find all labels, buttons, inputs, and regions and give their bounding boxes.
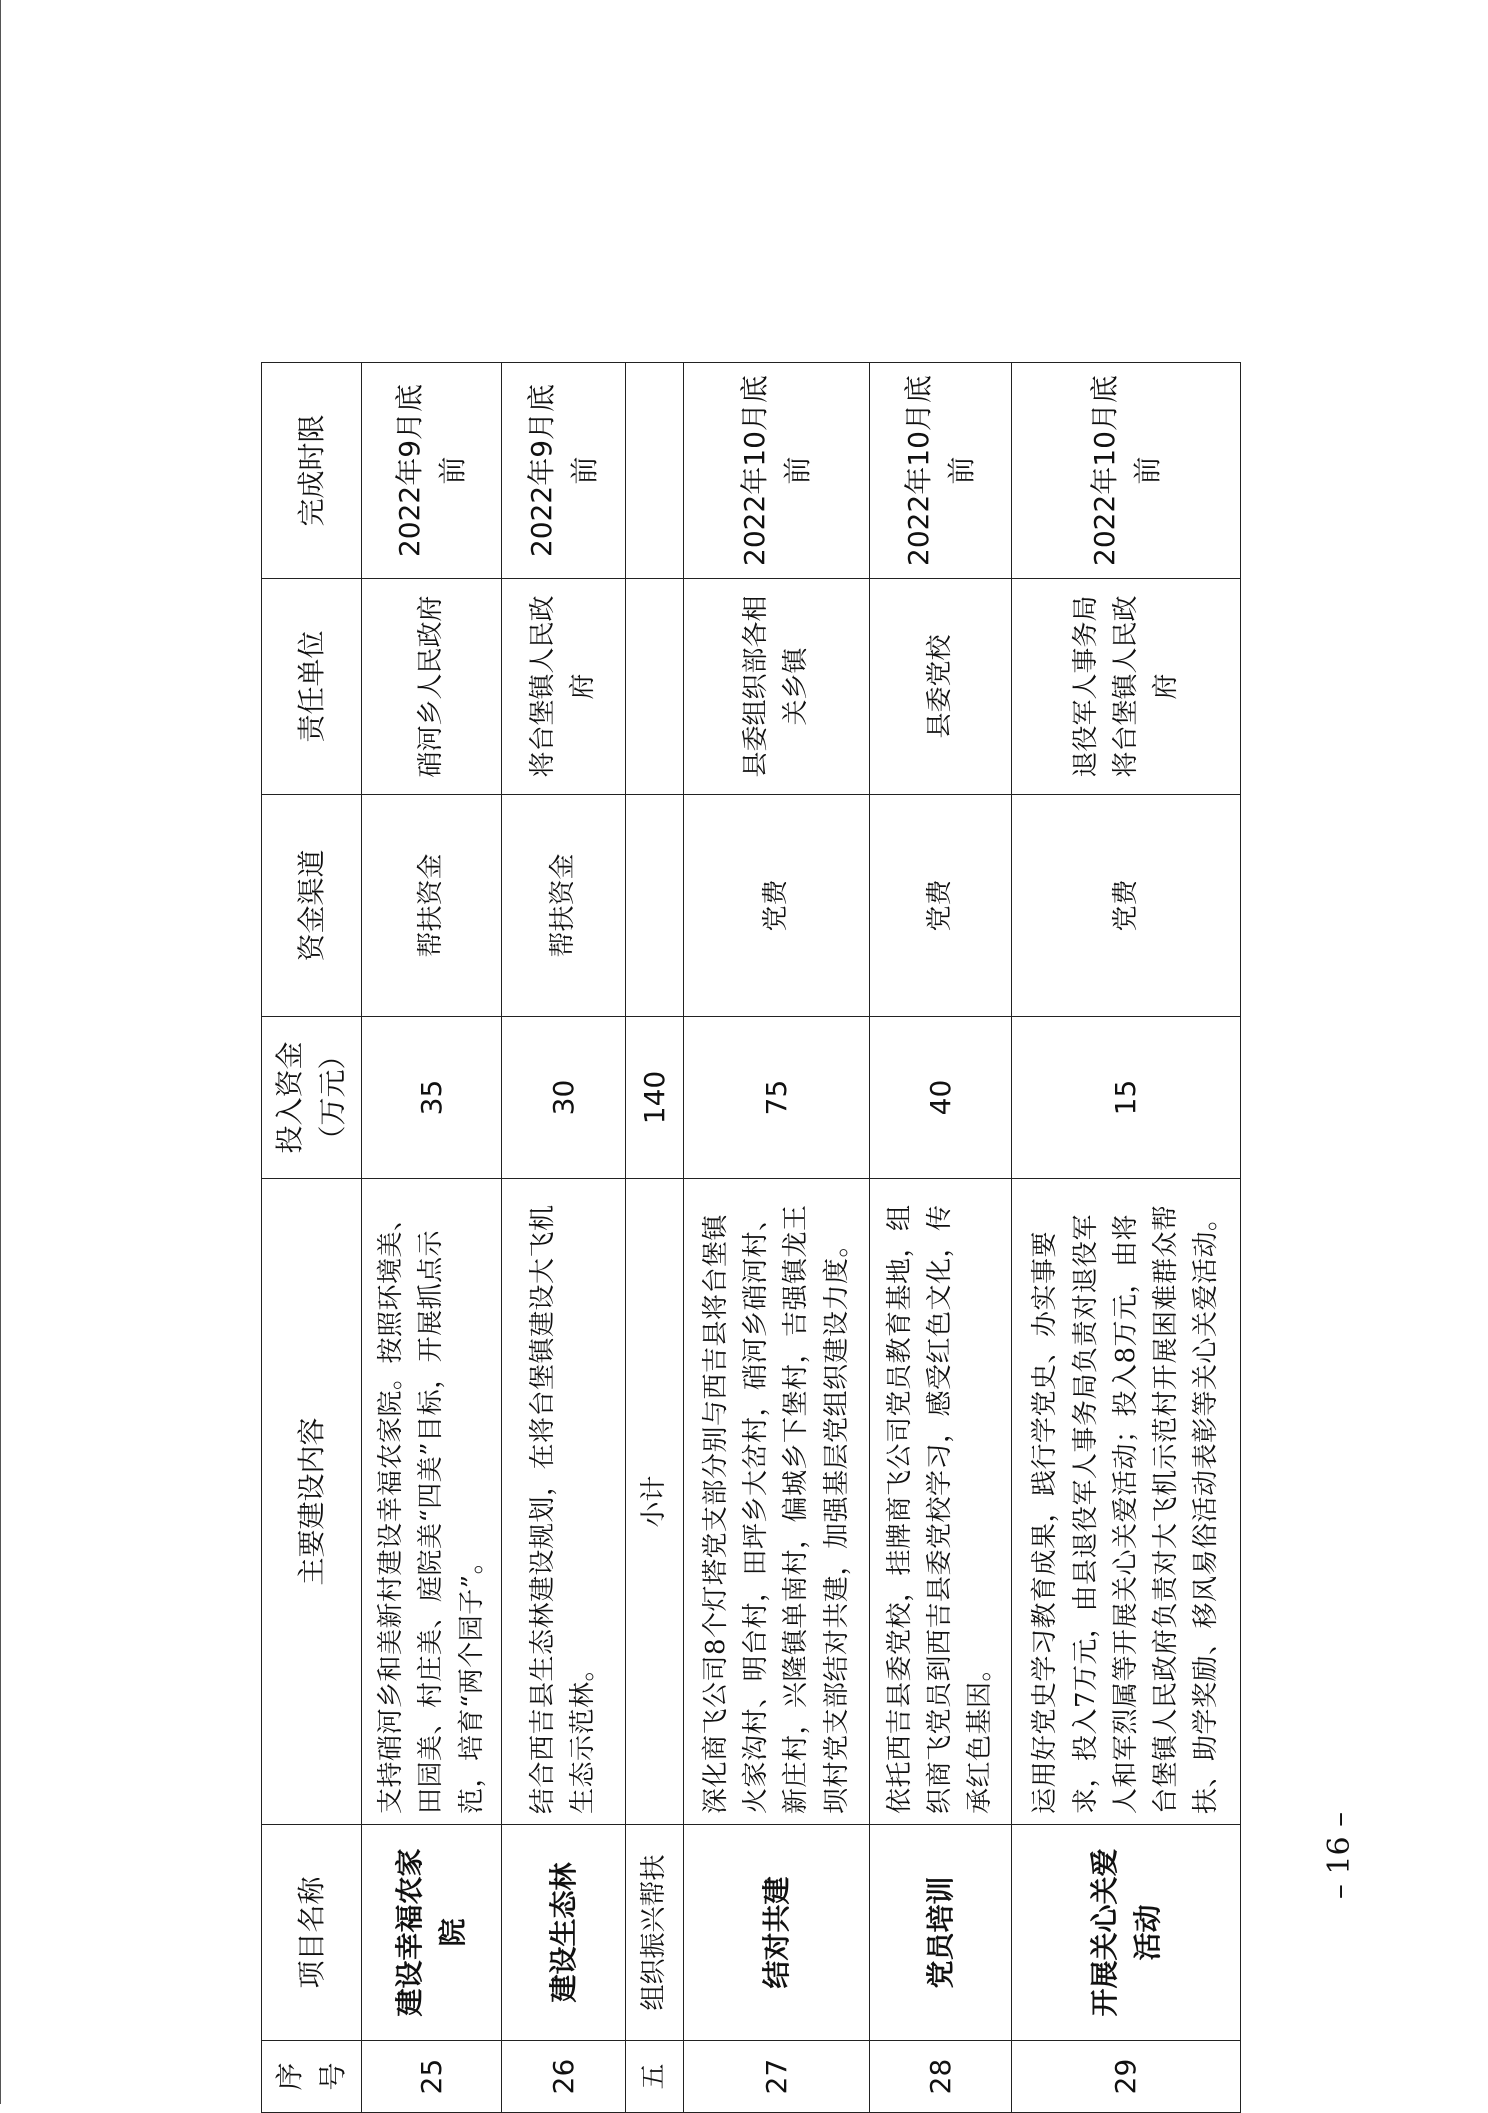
- cell-seq: 29: [1011, 2041, 1240, 2113]
- header-unit: 责任单位: [262, 579, 362, 795]
- cell-name: 结对共建: [683, 1825, 869, 2041]
- cell-channel: [625, 795, 683, 1017]
- cell-funds: 15: [1011, 1017, 1240, 1179]
- table-row: [1011, 363, 1240, 2113]
- header-deadline: 完成时限: [262, 363, 362, 579]
- cell-funds: 40: [869, 1017, 1011, 1179]
- cell-content: 依托西吉县委党校，挂牌商飞公司党员教育基地，组织商飞党员到西吉县委党校学习，感受红色文化，传承红色基因。: [869, 1179, 1011, 1825]
- cell-content: 深化商飞公司8个灯塔党支部分别与西吉县将台堡镇火家沟村、明台村，田坪乡大岔村，硝河乡硝河村、新庄村，兴隆镇单南村，偏城乡下堡村，吉强镇龙王坝村党支部结对共建，加强基层党组织建设力度。: [683, 1179, 869, 1825]
- table-header-row: [262, 363, 362, 2113]
- cell-content: 结合西吉县生态林建设规划，在将台堡镇建设大飞机生态示范林。: [502, 1179, 626, 1825]
- cell-name: 开展关心关爱活动: [1011, 1825, 1240, 2041]
- header-name: 项目名称: [262, 1825, 362, 2041]
- table-row: [361, 363, 501, 2113]
- cell-funds: 30: [502, 1017, 626, 1179]
- scan-edge-line: [0, 0, 1, 2104]
- cell-funds: 75: [683, 1017, 869, 1179]
- cell-seq: 25: [361, 2041, 501, 2113]
- page-number-text: – 16 –: [1322, 1811, 1358, 1899]
- cell-unit: 退役军人事务局将台堡镇人民政府: [1011, 579, 1240, 795]
- cell-channel: 党费: [869, 795, 1011, 1017]
- project-table: [261, 362, 1241, 2113]
- cell-content: 支持硝河乡和美新村建设幸福农家院。按照环境美、田园美、村庄美、庭院美“四美”目标，开展抓点示范，培育“两个园子”。: [361, 1179, 501, 1825]
- cell-unit: 县委党校: [869, 579, 1011, 795]
- page-number: [1310, 1780, 1370, 1930]
- cell-deadline: [625, 363, 683, 579]
- cell-funds: 35: [361, 1017, 501, 1179]
- cell-name: 组织振兴帮扶: [625, 1825, 683, 2041]
- cell-deadline: 2022年10月底前: [869, 363, 1011, 579]
- cell-seq: 26: [502, 2041, 626, 2113]
- cell-channel: 党费: [1011, 795, 1240, 1017]
- cell-content: 运用好党史学习教育成果，践行学党史、办实事要求，投入7万元，由县退役军人事务局负责对退役军人和军烈属等开展关心关爱活动；投入8万元，由将台堡镇人民政府负责对大飞机示范村开展困难群众帮扶、助学奖励、移风易俗活动表彰等关心关爱活动。: [1011, 1179, 1240, 1825]
- cell-deadline: 2022年9月底前: [502, 363, 626, 579]
- cell-name: 建设生态林: [502, 1825, 626, 2041]
- cell-unit: 硝河乡人民政府: [361, 579, 501, 795]
- cell-seq: 五: [625, 2041, 683, 2113]
- cell-name: 党员培训: [869, 1825, 1011, 2041]
- cell-unit: 县委组织部各相关乡镇: [683, 579, 869, 795]
- cell-funds: 140: [625, 1017, 683, 1179]
- table-row: [502, 363, 626, 2113]
- header-channel: 资金渠道: [262, 795, 362, 1017]
- subtotal-row: [625, 363, 683, 2113]
- rotated-table-wrapper: [261, 363, 1241, 2113]
- cell-subtotal-label: 小计: [625, 1179, 683, 1825]
- cell-seq: 28: [869, 2041, 1011, 2113]
- cell-unit: 将台堡镇人民政府: [502, 579, 626, 795]
- cell-deadline: 2022年10月底前: [1011, 363, 1240, 579]
- cell-channel: 帮扶资金: [361, 795, 501, 1017]
- cell-seq: 27: [683, 2041, 869, 2113]
- cell-deadline: 2022年10月底前: [683, 363, 869, 579]
- cell-unit: [625, 579, 683, 795]
- header-content: 主要建设内容: [262, 1179, 362, 1825]
- cell-name: 建设幸福农家院: [361, 1825, 501, 2041]
- table-row: [683, 363, 869, 2113]
- header-funds: 投入资金（万元）: [262, 1017, 362, 1179]
- cell-deadline: 2022年9月底前: [361, 363, 501, 579]
- table-row: [869, 363, 1011, 2113]
- cell-channel: 帮扶资金: [502, 795, 626, 1017]
- cell-channel: 党费: [683, 795, 869, 1017]
- header-seq: 序号: [262, 2041, 362, 2113]
